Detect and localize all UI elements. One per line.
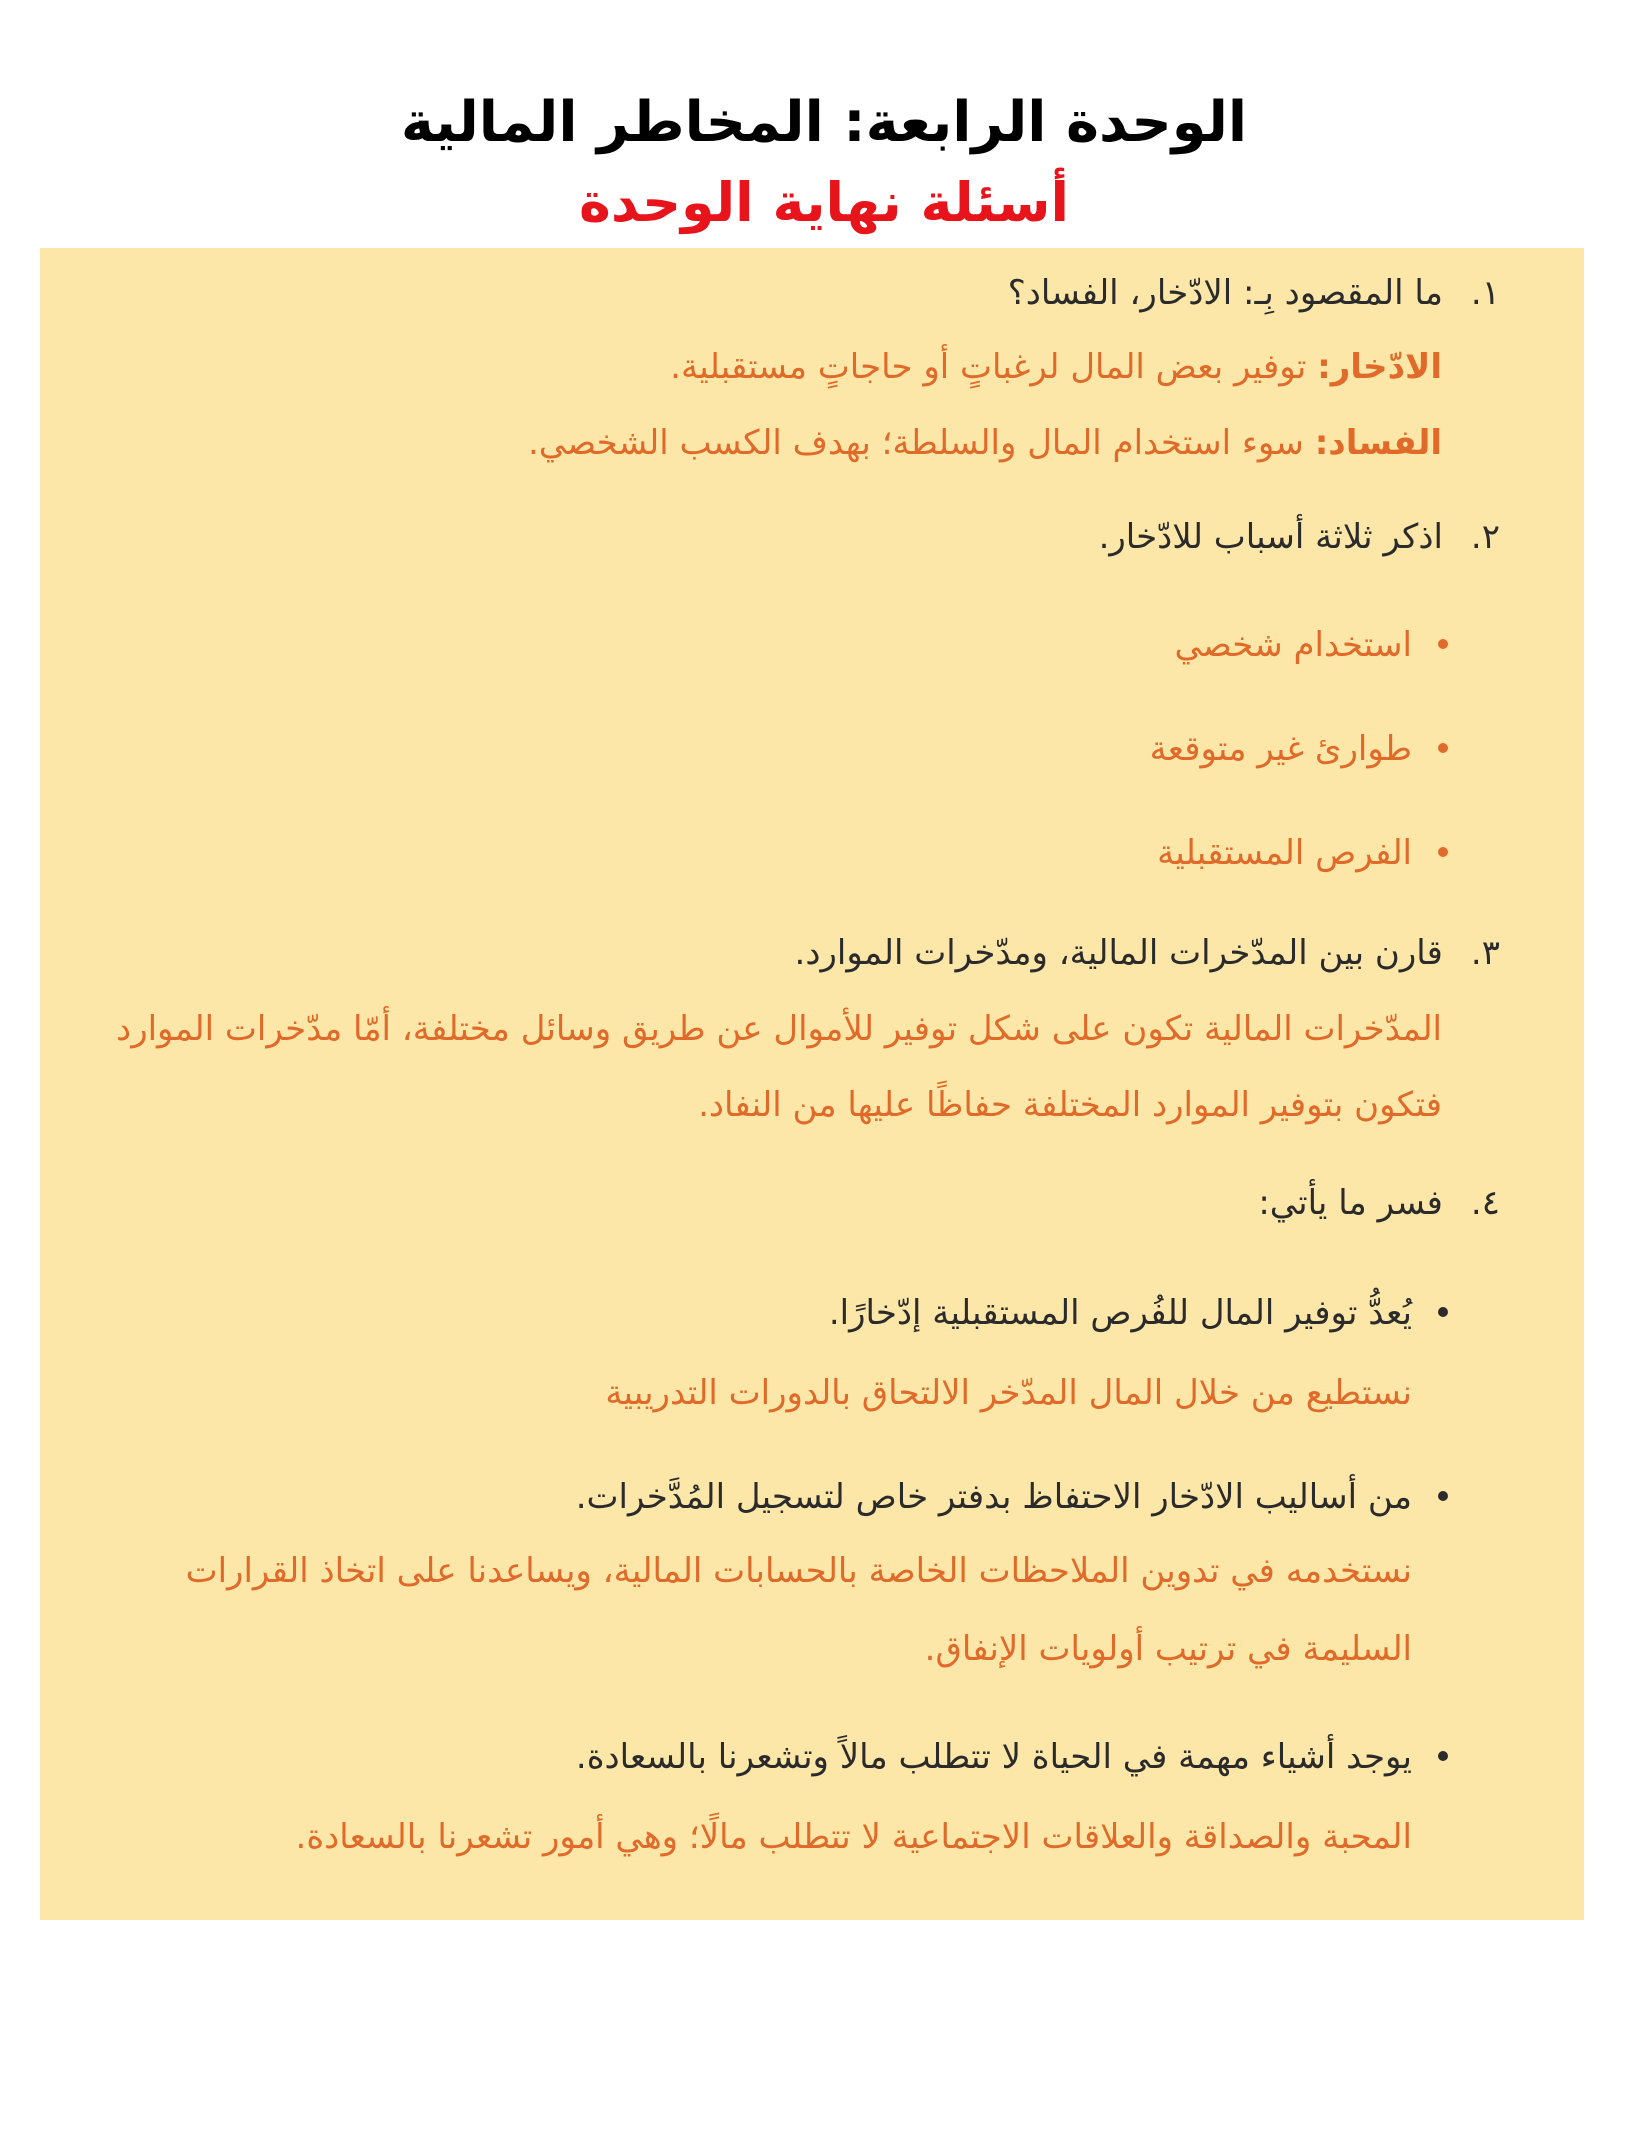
answer-1-corruption xyxy=(528,418,1442,468)
answer-1-saving xyxy=(670,342,1442,392)
question-4-number: ٤. xyxy=(1470,1183,1500,1223)
question-1-number: ١. xyxy=(1470,273,1500,313)
question-2 xyxy=(1099,512,1500,562)
question-2-number: ٢. xyxy=(1470,517,1500,557)
question-1-text: ما المقصود بِـ: الادّخار، الفساد؟ xyxy=(1007,273,1443,313)
answer-2-item xyxy=(1174,620,1448,670)
question-3 xyxy=(795,928,1500,978)
question-3-number: ٣. xyxy=(1470,933,1500,973)
answer-2-item-text: طوارئ غير متوقعة xyxy=(1149,729,1412,769)
answer-1-saving-term: الادّخار: xyxy=(1317,347,1442,387)
question-4-item xyxy=(829,1288,1448,1338)
answer-2-item-text: الفرص المستقبلية xyxy=(1157,833,1412,873)
page-title: الوحدة الرابعة: المخاطر المالية xyxy=(400,90,1248,155)
answer-1-corruption-term: الفساد: xyxy=(1314,423,1442,463)
bullet-icon xyxy=(1438,1307,1448,1317)
answer-3-line: المدّخرات المالية تكون على شكل توفير للأموال عن طريق وسائل مختلفة، أمّا مدّخرات الموارد xyxy=(116,1009,1442,1049)
question-4-item xyxy=(576,1732,1448,1782)
bullet-icon xyxy=(1438,639,1448,649)
answer-2-item xyxy=(1150,724,1448,774)
page-subtitle: أسئلة نهاية الوحدة xyxy=(579,171,1069,234)
question-4 xyxy=(1258,1178,1500,1228)
bullet-icon xyxy=(1438,1491,1448,1501)
bullet-icon xyxy=(1438,743,1448,753)
bullet-icon xyxy=(1438,1751,1448,1761)
question-4-item-text: من أساليب الادّخار الاحتفاظ بدفتر خاص لتسجيل المُدَّخرات. xyxy=(575,1477,1412,1517)
answer-1-saving-text: توفير بعض المال لرغباتٍ أو حاجاتٍ مستقبلية. xyxy=(670,347,1307,387)
question-4-item-text: يوجد أشياء مهمة في الحياة لا تتطلب مالاً وتشعرنا بالسعادة. xyxy=(575,1737,1412,1777)
answer-4-line: السليمة في ترتيب أولويات الإنفاق. xyxy=(924,1629,1412,1669)
question-1 xyxy=(1008,268,1500,318)
answer-4-line: نستطيع من خلال المال المدّخر الالتحاق بالدورات التدريبية xyxy=(605,1373,1412,1413)
question-4-item-text: يُعدُّ توفير المال للفُرص المستقبلية إدّخارًا. xyxy=(828,1293,1412,1333)
answer-1-corruption-text: سوء استخدام المال والسلطة؛ بهدف الكسب الشخصي. xyxy=(528,423,1304,463)
answer-3-line: فتكون بتوفير الموارد المختلفة حفاظًا عليها من النفاد. xyxy=(698,1085,1442,1125)
question-3-text: قارن بين المدّخرات المالية، ومدّخرات الموارد. xyxy=(794,933,1443,973)
bullet-icon xyxy=(1438,847,1448,857)
question-4-item xyxy=(576,1472,1448,1522)
answer-4-line: المحبة والصداقة والعلاقات الاجتماعية لا تتطلب مالًا؛ وهي أمور تشعرنا بالسعادة. xyxy=(295,1817,1412,1857)
answer-2-item-text: استخدام شخصي xyxy=(1174,625,1412,665)
answer-4-line: نستخدمه في تدوين الملاحظات الخاصة بالحسابات المالية، ويساعدنا على اتخاذ القرارات xyxy=(185,1551,1412,1591)
question-4-text: فسر ما يأتي: xyxy=(1258,1183,1443,1223)
answer-2-item xyxy=(1157,828,1448,878)
question-2-text: اذكر ثلاثة أسباب للادّخار. xyxy=(1098,517,1443,557)
